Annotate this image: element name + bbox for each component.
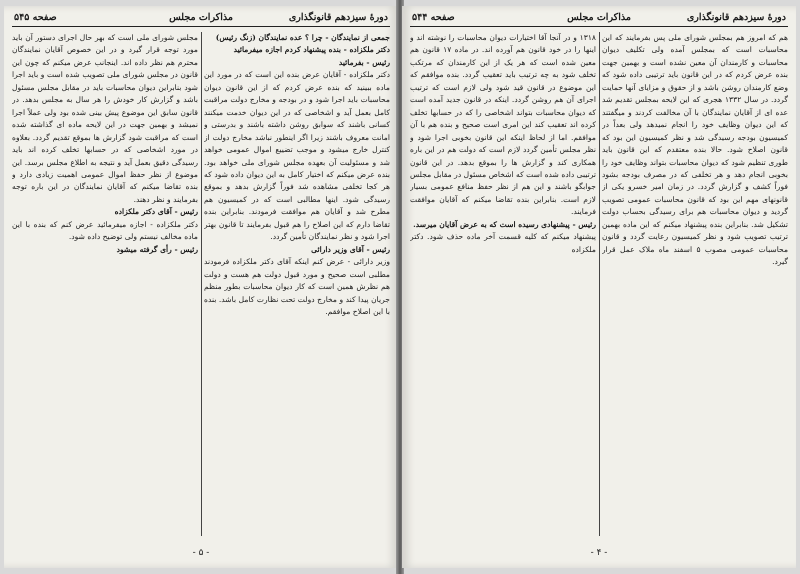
speaker-line: رئیس - پیشنهادی رسیده است که به عرض آقایان میرسد. (413, 219, 596, 229)
right-page-number: - ۴ - (590, 548, 608, 558)
speaker-line: رئیس - آقای وزیر دارائی (311, 244, 390, 254)
paragraph: دکتر ملکزاده - اجازه میفرمائید عرض کنم که بنده با این ماده مخالف نیستم ولی توضیح داده شود. (12, 219, 198, 242)
right-session-title: مذاکرات مجلس (567, 12, 631, 23)
left-term-title: دورهٔ سیزدهم قانونگذاری (288, 12, 388, 23)
right-page-header (410, 10, 788, 27)
right-term-title: دورهٔ سیزدهم قانونگذاری (686, 12, 786, 23)
left-page-label: صفحه ۵۴۵ (14, 12, 57, 23)
speaker-line: رئیس - آقای دکتر ملکزاده (114, 207, 198, 217)
left-page (4, 6, 398, 568)
speaker-line: دکتر ملکزاده - بنده پیشنهاد کردم اجازه میفرمائید (233, 45, 390, 55)
paragraph: هم که امروز هم بمجلس شورای ملی پس بفرمایند که این محاسبات است که بمجلس آمده ولی تکلیف دیوان محاسبات و کارمندان آن معین نشده است و بهمین جهت بنده عرض کردم که در این قانون باید ترتیبی داده شود که وضع کارمندان روشن باشد و از حقوق و مزایای آنها حمایت گردد. در سال ۱۳۳۲ هجری که این لایحه بمجلس تقدیم شد عده ای از آقایان نمایندگان با آن مخالفت کردند و میگفتند که این دیوان وظایف خود را انجام نمیدهد ولی بعداً در کمیسیون بودجه رسیدگی شد و نظر کمیسیون این بود که قانون اصلاح شود. حالا بنده معتقدم که این قانون باید طوری تنظیم شود که دیوان محاسبات بتواند وظایف خود را بخوبی انجام دهد و هر تخلفی که در مصرف بودجه بشود فوراً کشف و گزارش گردد. در زمان امیر خسرو یکی از قانونهای مهم این بود که قانون محاسبات عمومی تصویب گردید و دیوان محاسبات هم برای رسیدگی بحساب دولت تشکیل شد. بنابراین بنده پیشنهاد میکنم که این ماده بهمین ترتیب تصویب شود و نظر کمیسیون رعایت گردد و قانون محاسبات عمومی مصوب ۵ اسفند ماه ملاک عمل قرار گیرد. (602, 33, 788, 267)
speaker-line: رئیس - رأی گرفته میشود (116, 244, 198, 254)
left-page-number: - ۵ - (192, 548, 210, 558)
left-page-left-column (12, 32, 198, 536)
paragraph: مجلس شورای ملی است که بهر حال اجرای دستور آن باید مورد توجه قرار گیرد و در این خصوص آقایان نمایندگان محترم هم نظر داده اند. اینجانب عرض میکنم که چون این قانون در مجلس شورای ملی تصویب شده است و باید اجرا شود بنابراین دیوان محاسبات باید در مقابل مجلس مسئول باشد و گزارش کار خودش را هر سال به مجلس بدهد. در قانون سابق این موضوع پیش بینی شده بود ولی عملاً اجرا نمیشد و بهمین جهت در این لایحه ماده ای گذاشته شده است که مراقبت شود گزارش ها بموقع تقدیم گردد. بعلاوه در مورد اشخاصی که در حسابها تخلف کرده اند باید رسیدگی دقیق بعمل آید و نتیجه به اطلاع مجلس برسد. این موضوع از نظر حفظ اموال عمومی اهمیت زیادی دارد و بنده تقاضا میکنم که آقایان نمایندگان در این باره توجه بفرمایند و نظر دهند. (12, 33, 198, 204)
right-page-right-column (602, 32, 788, 536)
right-page-label: صفحه ۵۴۴ (412, 12, 455, 23)
right-page-left-column (410, 32, 596, 536)
paragraph: پیشنهاد میکنم که کلیه قسمت آخر ماده حذف شود. دکتر ملکزاده (410, 232, 596, 254)
column-divider (201, 32, 202, 536)
right-page (402, 6, 796, 568)
paragraph: وزیر دارائی - عرض کنم اینکه آقای دکتر ملکزاده فرمودند مطلبی است صحیح و مورد قبول دولت هم هست و دولت هم نظرش همین است که کار دیوان محاسبات بطور منظم جریان پیدا کند و مخارج دولت تحت نظارت کامل باشد. بنده با این اصلاح موافقم. (204, 257, 390, 316)
paragraph: ۱۳۱۸ و در آنجا آقا اختیارات دیوان محاسبات را نوشته اند و اینها را در خود قانون هم آورده اند. در ماده ۱۷ قانون هم معین شده است که هر یک از این کارمندان که مرتکب تخلف شود به چه ترتیب باید تعقیب گردد. بنده موافقم که این موضوع در قانون قید شود ولی لازم است که ترتیب اجرای آن هم روشن گردد. اینکه در قانون جدید آمده است که دیوان محاسبات بتواند اشخاصی را که در حسابها تخلف کرده اند تعقیب کند این امری است صحیح و بنده هم با آن موافقم. اما از لحاظ اینکه این قانون بخوبی اجرا شود و نظر مجلس تأمین گردد لازم است که دولت هم در این باره همکاری کند و گزارش ها را بموقع بدهد. در این قانون ترتیبی داده شده است که اشخاص مسئول در مقابل مجلس جوابگو باشند و این هم از نظر حفظ منافع عمومی بسیار لازم است. بنابراین بنده تقاضا میکنم که آقایان موافقت فرمایند. (410, 33, 596, 217)
left-page-header (12, 10, 390, 27)
paragraph: دکتر ملکزاده - آقایان عرض بنده این است که در مورد این ماده ببینید که بنده عرض کردم که از این قانون دیوان محاسبات باید اجرا شود و در بودجه و مخارج دولت مراقبت کامل بعمل آید و اشخاصی که در این دیوان خدمت میکنند کسانی باشند که سوابق روشن داشته باشند و بدرستی و امانت معروف باشند زیرا اگر اینطور نباشد مخارج دولت از کنترل خارج میشود و موجب تضییع اموال عمومی خواهد شد و مسئولیت آن بعهده مجلس شورای ملی خواهد بود. بنده عرض میکنم که اختیار کامل به این دیوان داده شود که هر کجا تخلفی مشاهده شد فوراً گزارش بدهد و بموقع رسیدگی شود. اینها مطالبی است که در کمیسیون هم مطرح شد و آقایان هم موافقت فرمودند. بنابراین بنده تقاضا دارم که این اصلاح را هم قبول بفرمایند تا قانون بهتر اجرا شود و نظر نمایندگان تأمین گردد. (204, 70, 390, 242)
section-heading: جمعی از نمایندگان - چرا ؟ عده نمایندگان (زنگ رئیس) (215, 33, 390, 42)
column-divider (599, 32, 600, 536)
left-session-title: مذاکرات مجلس (169, 12, 233, 23)
left-page-right-column (204, 32, 390, 536)
speaker-line: رئیس - بفرمائید (338, 57, 390, 67)
